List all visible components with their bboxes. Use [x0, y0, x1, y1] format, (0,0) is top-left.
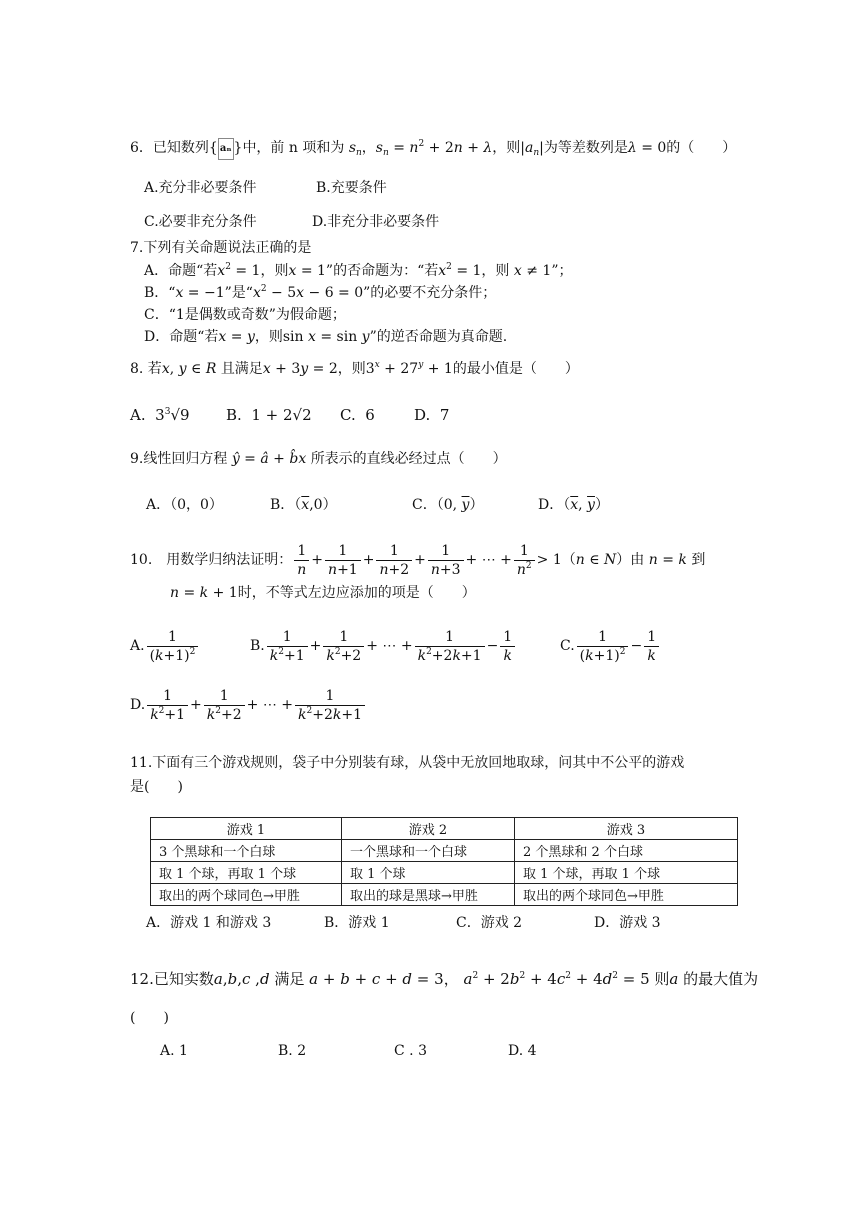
q11-option-d: D．游戏 3	[594, 915, 661, 931]
q7-option-d: D．命题“若x = y，则sin x = sin y”的逆否命题为真命题.	[144, 329, 508, 345]
q9-option-d: D．（$\overline{x}$, $\overline{y}$）	[538, 497, 609, 513]
game-rules-table	[150, 817, 738, 906]
table-cell: 取出的球是黑球→甲胜	[342, 884, 515, 906]
q7-option-b: B．“x = −1”是“$x^2 - 5x - 6 = 0$”的必要不充分条件；	[144, 284, 497, 301]
q10-stem-cont: n = k + 1时，不等式左边应添加的项是（ ）	[170, 585, 476, 601]
q10-option-b: B. $\frac{1}{k^2+1}$ + $\frac{1}{k^2+2}$ + ⋯ + $\frac{1}{k^2+2k+1}$ − $\frac{1}{k}$	[250, 626, 517, 666]
table-cell: 3 个黑球和一个白球	[151, 840, 342, 862]
q8-option-d: D. 7	[414, 406, 450, 424]
table-header-cell: 游戏 1	[151, 818, 342, 840]
table-cell: 2 个黑球和 2 个白球	[515, 840, 738, 862]
q11-stem-line2: 是( )	[130, 779, 183, 795]
q9-stem: 9.线性回归方程 ŷ = â + b̂x 所表示的直线必经过点（ ）	[130, 451, 507, 467]
table-cell: 取 1 个球，再取 1 个球	[151, 862, 342, 884]
table-cell: 一个黑球和一个白球	[342, 840, 515, 862]
q12-stem: 12.已知实数a,b,c ,d 满足 a + b + c + d = 3， $a^2 + 2b^2 + 4c^2 + 4d^2 = 5$ 则a 的最大值为	[130, 970, 759, 988]
q8-stem: 8. 若x, y ∈ R 且满足x + 3y = 2，则$3^x + 27^y + 1$的最小值是（ ）	[130, 360, 579, 377]
q9-option-a: A．（0，0）	[146, 497, 223, 513]
q9-option-b: B．$(\overline{x},0)$	[270, 497, 337, 513]
q11-option-a: A．游戏 1 和游戏 3	[146, 915, 272, 931]
q7-option-c: C．“1是偶数或奇数”为假命题；	[144, 307, 346, 323]
q10-option-c: C. $\frac{1}{(k+1)^2}$ − $\frac{1}{k}$	[560, 626, 661, 666]
q12-option-c: C . 3	[394, 1043, 427, 1059]
q6-stem: 6．已知数列{ aₙ }中，前 n 项和为 $s_n$，$s_n = n^2 + 2n + \lambda$，则$|a_n|$为等差数列是λ = 0的（ ）	[130, 139, 737, 158]
q12-option-a: A. 1	[160, 1043, 188, 1059]
table-header-row	[151, 818, 738, 840]
q8-option-a: A. $3^3√9$	[130, 406, 190, 424]
table-row	[151, 862, 738, 884]
q12-paren: ( )	[130, 1010, 169, 1026]
table-cell: 取 1 个球，再取 1 个球	[515, 862, 738, 884]
table-header-cell: 游戏 3	[515, 818, 738, 840]
q11-option-c: C．游戏 2	[456, 915, 523, 931]
q8-option-c: C. 6	[340, 406, 375, 424]
table-cell: 取出的两个球同色→甲胜	[151, 884, 342, 906]
q6-option-a: A.充分非必要条件	[144, 180, 257, 196]
q9-option-c: C．（0, $\overline{y}$）	[412, 497, 484, 513]
table-row	[151, 884, 738, 906]
q10-option-a: A. $\frac{1}{(k+1)^2}$	[130, 626, 200, 666]
table-header-cell: 游戏 2	[342, 818, 515, 840]
q7-option-a: A．命题“若$x^2 = 1$，则x = 1”的否命题为：“若$x^2 = 1$，则 x ≠ 1”；	[144, 262, 573, 279]
q11-option-b: B．游戏 1	[324, 915, 390, 931]
q7-stem: 7.下列有关命题说法正确的是	[130, 240, 312, 256]
q11-stem-line1: 11.下面有三个游戏规则，袋子中分别装有球，从袋中无放回地取球，问其中不公平的游戏	[130, 755, 685, 771]
q10-stem: 10. 用数学归纳法证明： $\frac{1}{n}$ + $\frac{1}{n+1}$ + $\frac{1}{n+2}$ + $\frac{1}{n+3}$ + ⋯ + $\frac{1}{n^2}$ > 1（n ∈ N）由 n = k 到	[130, 542, 706, 578]
table-cell: 取出的两个球同色→甲胜	[515, 884, 738, 906]
q8-option-b: B. 1 + 2√2	[226, 406, 312, 424]
q6-option-c: C.必要非充分条件	[144, 214, 257, 230]
q6-option-d: D.非充分非必要条件	[312, 214, 440, 230]
q12-option-d: D. 4	[508, 1043, 537, 1059]
seq-an-glyph: { aₙ }	[209, 140, 243, 156]
table-cell: 取 1 个球	[342, 862, 515, 884]
q10-option-d: D. $\frac{1}{k^2+1}$ + $\frac{1}{k^2+2}$ + ⋯ + $\frac{1}{k^2+2k+1}$	[130, 685, 367, 725]
q12-option-b: B. 2	[278, 1043, 307, 1059]
q6-option-b: B.充要条件	[316, 180, 387, 196]
table-row	[151, 840, 738, 862]
